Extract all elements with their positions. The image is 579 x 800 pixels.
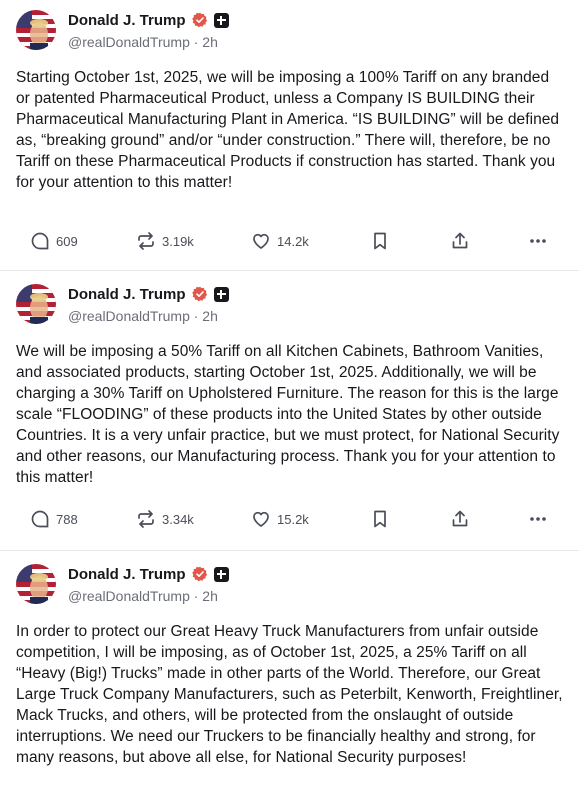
like-count: 15.2k	[277, 511, 309, 527]
repost-button[interactable]	[136, 509, 194, 529]
post-text: Starting October 1st, 2025, we will be imposing a 100% Tariff on any branded or patented Pharmaceutical Product, unless a Company IS BUILDING their Pharmaceutical Manufacturing Plant in America. “IS BUILDING” will be defined as, “breaking ground” and/or “under construction.” There will, therefore, be no Tariff on these Pharmaceutical Products if construction has started. Thank you for your attention to this matter!	[16, 69, 560, 191]
handle-row	[68, 588, 229, 604]
post-time[interactable]: · 2h	[193, 308, 218, 324]
name-row	[68, 284, 229, 304]
more-icon	[528, 509, 548, 529]
author-name[interactable]: Donald J. Trump	[68, 11, 186, 29]
author-handle[interactable]: @realDonaldTrump	[68, 308, 190, 324]
author-handle[interactable]: @realDonaldTrump	[68, 588, 190, 604]
heart-icon	[251, 509, 271, 529]
like-button[interactable]	[251, 231, 309, 251]
more-icon	[528, 231, 548, 251]
reply-count: 609	[56, 233, 78, 249]
author-name[interactable]: Donald J. Trump	[68, 285, 186, 303]
share-icon	[450, 509, 470, 529]
reply-icon	[30, 231, 50, 251]
author-name[interactable]: Donald J. Trump	[68, 565, 186, 583]
divider	[0, 270, 579, 271]
verified-badge-icon	[192, 566, 208, 582]
repost-button[interactable]	[136, 231, 194, 251]
share-button[interactable]	[450, 231, 470, 251]
plus-badge-icon	[214, 13, 229, 28]
post-text: We will be imposing a 50% Tariff on all Kitchen Cabinets, Bathroom Vanities, and associated products, starting October 1st, 2025. Additionally, we will be charging a 30% Tariff on Upholstered Furniture. The reason for this is the large scale “FLOODING” of these products into the United States by other outside Countries. It is a very unfair practice, but we must protect, for National Security and other reasons, our Manufacturing process. Thank you for your attention to this matter!	[16, 343, 560, 486]
handle-row	[68, 34, 229, 50]
bookmark-button[interactable]	[371, 231, 389, 251]
name-row	[68, 564, 229, 584]
more-button[interactable]	[528, 509, 548, 529]
bookmark-icon	[371, 231, 389, 251]
more-button[interactable]	[528, 231, 548, 251]
divider	[0, 550, 579, 551]
reply-button[interactable]	[30, 231, 78, 251]
bookmark-button[interactable]	[371, 509, 389, 529]
repost-icon	[136, 231, 156, 251]
handle-row	[68, 308, 229, 324]
avatar[interactable]	[16, 284, 56, 324]
plus-badge-icon	[214, 567, 229, 582]
post-meta	[68, 564, 229, 604]
like-button[interactable]	[251, 509, 309, 529]
verified-badge-icon	[192, 12, 208, 28]
name-row	[68, 10, 229, 30]
post-actions	[16, 229, 563, 253]
reply-button[interactable]	[30, 509, 78, 529]
post-header	[16, 0, 563, 54]
post-header	[16, 554, 563, 608]
repost-count: 3.19k	[162, 233, 194, 249]
reply-icon	[30, 509, 50, 529]
verified-badge-icon	[192, 286, 208, 302]
post-meta	[68, 284, 229, 324]
share-button[interactable]	[450, 509, 470, 529]
post-meta	[68, 10, 229, 50]
post-1[interactable]	[0, 0, 579, 193]
avatar[interactable]	[16, 564, 56, 604]
post-time[interactable]: · 2h	[193, 34, 218, 50]
repost-count: 3.34k	[162, 511, 194, 527]
plus-badge-icon	[214, 287, 229, 302]
author-handle[interactable]: @realDonaldTrump	[68, 34, 190, 50]
repost-icon	[136, 509, 156, 529]
post-header	[16, 274, 563, 328]
avatar[interactable]	[16, 10, 56, 50]
post-3[interactable]	[0, 554, 579, 768]
post-actions	[16, 507, 563, 531]
reply-count: 788	[56, 511, 78, 527]
like-count: 14.2k	[277, 233, 309, 249]
post-2[interactable]	[0, 274, 579, 488]
bookmark-icon	[371, 509, 389, 529]
post-text: In order to protect our Great Heavy Truck Manufacturers from unfair outside competition, I will be imposing, as of October 1st, 2025, a 25% Tariff on all “Heavy (Big!) Trucks” made in other parts of the World. Therefore, our Great Large Truck Company Manufacturers, such as Peterbilt, Kenworth, Freightliner, Mack Trucks, and others, will be protected from the onslaught of outside interruptions. We need our Truckers to be financially healthy and strong, for many reasons, but above all else, for National Security purposes!	[16, 623, 563, 766]
heart-icon	[251, 231, 271, 251]
post-time[interactable]: · 2h	[193, 588, 218, 604]
share-icon	[450, 231, 470, 251]
